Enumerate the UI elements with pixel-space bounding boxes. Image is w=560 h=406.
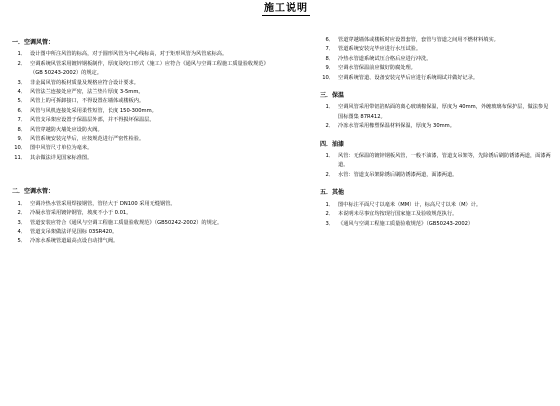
item-text: 空调风管采用带铝箔贴面的离心玻璃棉保温，厚度为 40mm，外缠玻璃布保护层，做法参见国标图集 87R412。 <box>338 104 549 120</box>
item-text: 冷凝水管采用镀锌钢管，坡度不小于 0.01。 <box>30 210 132 217</box>
list-item <box>320 45 552 54</box>
item-text: 设计图中所注风管的标高，对于圆形风管为中心线标高，对于矩形风管为风管底标高。 <box>30 51 228 58</box>
item-number: 8． <box>17 126 26 133</box>
section-heading-water-pipes: 二．空调水管： <box>12 188 55 196</box>
item-text: 风管：无保温的镀锌钢板风管，一般不油漆，管道支吊架等，先除锈后刷防锈漆两道，面漆两道。 <box>338 153 551 169</box>
item-number: 4． <box>17 89 26 96</box>
item-text: 风管与风机连接处采用柔性短管，长度 150-300mm。 <box>30 107 157 114</box>
item-number: 5． <box>17 238 26 245</box>
item-number: 1． <box>17 200 26 207</box>
item-number: 4． <box>17 228 26 235</box>
item-number: 3． <box>325 220 334 227</box>
list-item <box>320 74 552 83</box>
list-item <box>320 122 552 131</box>
item-text: 冷冻水系统管道最高点设自动排气阀。 <box>30 238 119 245</box>
list-item <box>320 64 552 73</box>
right-column <box>320 36 552 229</box>
list-item <box>12 60 274 79</box>
section-heading-air-ducts: 一．空调风管： <box>12 39 55 46</box>
list-item <box>12 116 274 125</box>
item-text: 风管系统安装完毕后，应按规范进行严密性检验。 <box>30 136 145 143</box>
list-item <box>12 219 274 228</box>
section-items-painting <box>320 152 552 180</box>
item-text: 空调系统管道、设备安装完毕后应进行系统调试并做好记录。 <box>338 74 479 81</box>
list-item <box>12 107 274 116</box>
list-item <box>320 55 552 64</box>
item-text: 冷冻水管采用橡塑保温材料保温，厚度为 30mm。 <box>338 123 455 130</box>
list-item <box>320 171 552 180</box>
item-text: 管道穿越墙体或楼板时应设置套管，套管与管道之间用不燃材料填实。 <box>338 37 499 43</box>
item-number: 2． <box>325 171 334 178</box>
item-text: 管道安装应符合《通风与空调工程施工质量验收规范》（GB50242-2002）的规定。 <box>30 219 223 226</box>
item-number: 3． <box>17 79 26 86</box>
list-item <box>320 220 552 229</box>
item-number: 7． <box>17 117 26 124</box>
item-number: 1． <box>325 153 334 160</box>
item-text: 非金属风管的板材质量及规格应符合设计要求。 <box>30 79 139 86</box>
item-text: 空调水管保温前应做好防腐处理。 <box>338 65 416 72</box>
list-item <box>320 201 552 210</box>
section-items-insulation <box>320 103 552 131</box>
item-text: 风管上的可拆卸接口，不得设置在墙体或楼板内。 <box>30 98 145 105</box>
item-number: 5． <box>17 98 26 105</box>
list-item <box>12 50 274 59</box>
list-item <box>12 135 274 144</box>
item-number: 8． <box>325 55 334 62</box>
item-number: 9． <box>17 136 26 143</box>
item-number: 10． <box>322 74 334 81</box>
item-number: 6． <box>325 37 334 43</box>
item-number: 2． <box>325 211 334 218</box>
item-number: 3． <box>17 219 26 226</box>
item-number: 2． <box>17 60 26 67</box>
item-text: 水管：管道支吊架除锈后刷防锈漆两道，面漆两道。 <box>338 171 458 178</box>
item-number: 2． <box>325 123 334 130</box>
list-item <box>12 144 274 153</box>
section-items-air-ducts <box>12 50 274 163</box>
list-item <box>12 237 274 246</box>
list-item <box>320 210 552 219</box>
item-text: 风管支吊架应设置于保温层外部，并不得损坏保温层。 <box>30 117 155 124</box>
item-number: 1． <box>325 104 334 111</box>
item-number: 7． <box>325 46 334 53</box>
page-title: 施工说明 <box>264 3 308 14</box>
section-items-other <box>320 201 552 229</box>
list-item <box>320 103 552 122</box>
item-number: 2． <box>17 210 26 217</box>
section-items-continued <box>320 36 552 83</box>
item-text: 图中风管尺寸单位为毫米。 <box>30 145 93 152</box>
item-number: 9． <box>325 65 334 72</box>
item-text: 管道支吊架做法详见国标 03SR420。 <box>30 228 118 235</box>
item-text: 本说明未尽事宜均按现行国家施工及验收规范执行。 <box>338 211 458 218</box>
section-heading-other: 五．其他 <box>320 189 345 197</box>
item-text: 图中标注平面尺寸以毫米（MM）计，标高尺寸以米（M）计。 <box>338 201 482 208</box>
list-item <box>12 228 274 237</box>
item-number: 10． <box>14 145 26 152</box>
section-heading-painting: 四．油漆 <box>320 140 345 148</box>
section-items-water-pipes <box>12 200 274 247</box>
list-item <box>12 79 274 88</box>
list-item <box>12 88 274 97</box>
item-text: 空调系统风管采用镀锌钢板制作，厚度及咬口形式（施工）应符合《通风与空调工程施工质量验收规范》（GB 50243-2002）的规定。 <box>30 60 269 77</box>
item-text: 其余做法详见国家标准图。 <box>30 154 93 161</box>
list-item <box>320 36 552 45</box>
item-text: 风管法兰连接处应严密，法兰垫片厚度 3-5mm。 <box>30 89 144 96</box>
item-text: 风管穿越防火墙处应设防火阀。 <box>30 126 103 133</box>
list-item <box>12 126 274 135</box>
item-number: 11． <box>14 154 26 161</box>
list-item <box>12 209 274 218</box>
item-text: 空调冷热水管采用焊接钢管，管径大于 DN100 采用无缝钢管。 <box>30 200 176 207</box>
item-number: 1． <box>17 51 26 58</box>
section-heading-insulation: 三．保温 <box>320 92 345 100</box>
item-number: 6． <box>17 107 26 114</box>
left-column <box>12 36 274 247</box>
list-item <box>320 152 552 171</box>
item-text: 管道系统安装完毕应进行水压试验。 <box>338 46 422 53</box>
list-item <box>12 154 274 163</box>
list-item <box>12 97 274 106</box>
list-item <box>12 200 274 209</box>
item-text: 冷热水管道系统试压合格后应进行冲洗。 <box>338 55 432 62</box>
item-number: 1． <box>325 201 334 208</box>
item-text: 《通风与空调工程施工质量验收规范》（GB50243-2002） <box>338 220 474 227</box>
